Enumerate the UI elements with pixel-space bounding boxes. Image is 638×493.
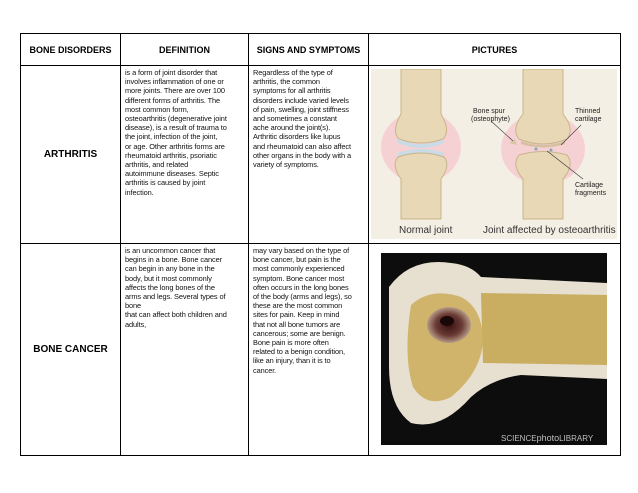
bone-disorders-table [20, 33, 621, 456]
bone-tumor-photo [371, 247, 617, 451]
picture-arthritis [369, 66, 621, 244]
label-cartilage-2: Cartilage [575, 182, 604, 189]
caption-osteoarthritis-joint: Joint affected by osteoarthritis [483, 225, 616, 236]
caption-normal-joint: Normal joint [399, 225, 453, 236]
watermark-science: SCIENCE [501, 434, 537, 443]
picture-bone-cancer [369, 244, 621, 456]
label-thinned: Thinned [575, 108, 601, 115]
header-bone-disorders: BONE DISORDERS [21, 34, 121, 66]
label-bone-spur: Bone spur [473, 108, 505, 115]
definition-arthritis: is a form of joint disorder that involves inflammation of one or more joints. There are over 100 different forms of arthritis. The most common form, osteoarthritis (degenerative joint disease), is a result of trauma to the joint, infection of the joint, or age. Other arthritis forms are rheumatoid arthritis, psoriatic arthritis, and related autoimmune diseases. Septic arthritis is caused by joint infection. [121, 66, 249, 244]
watermark-text [501, 433, 594, 443]
table-row-arthritis [21, 66, 621, 244]
watermark-photo: photo [536, 433, 560, 443]
symptoms-arthritis: Regardless of the type of arthritis, the common symptoms for all arthritis disorders include varied levels of pain, swelling, joint stiffness and sometimes a constant ache around the joint(s). Arthritic disorders like lupus and rheumatoid can also affect other organs in the body with a variety of symptoms. [249, 66, 369, 244]
table-header-row [21, 34, 621, 66]
header-pictures: PICTURES [369, 34, 621, 66]
watermark-library: LIBRARY [559, 434, 594, 443]
label-fragments: fragments [575, 190, 607, 197]
header-signs-symptoms: SIGNS AND SYMPTOMS [249, 34, 369, 66]
table-row-bone-cancer [21, 244, 621, 456]
symptoms-bone-cancer: may vary based on the type of bone cancer, but pain is the most commonly experienced symptom. Bone cancer most often occurs in the long bones of the body (arms and legs), so these are the most common sites for pain. Keep in mind that not all bone tumors are cancerous; some are benign. Bone pain is more often related to a benign condition, like an injury, than it is to cancer. [249, 244, 369, 456]
disorder-name-arthritis: ARTHRITIS [21, 66, 121, 244]
header-definition: DEFINITION [121, 34, 249, 66]
label-cartilage: cartilage [575, 116, 602, 123]
disorder-name-bone-cancer: BONE CANCER [21, 244, 121, 456]
joint-illustration [371, 69, 617, 239]
label-osteophyte: (osteophyte) [471, 116, 510, 123]
definition-bone-cancer: is an uncommon cancer that begins in a bone. Bone cancer can begin in any bone in the body, but it most commonly affects the long bones of the arms and legs. Several types of bone that can affect both children and adults, [121, 244, 249, 456]
